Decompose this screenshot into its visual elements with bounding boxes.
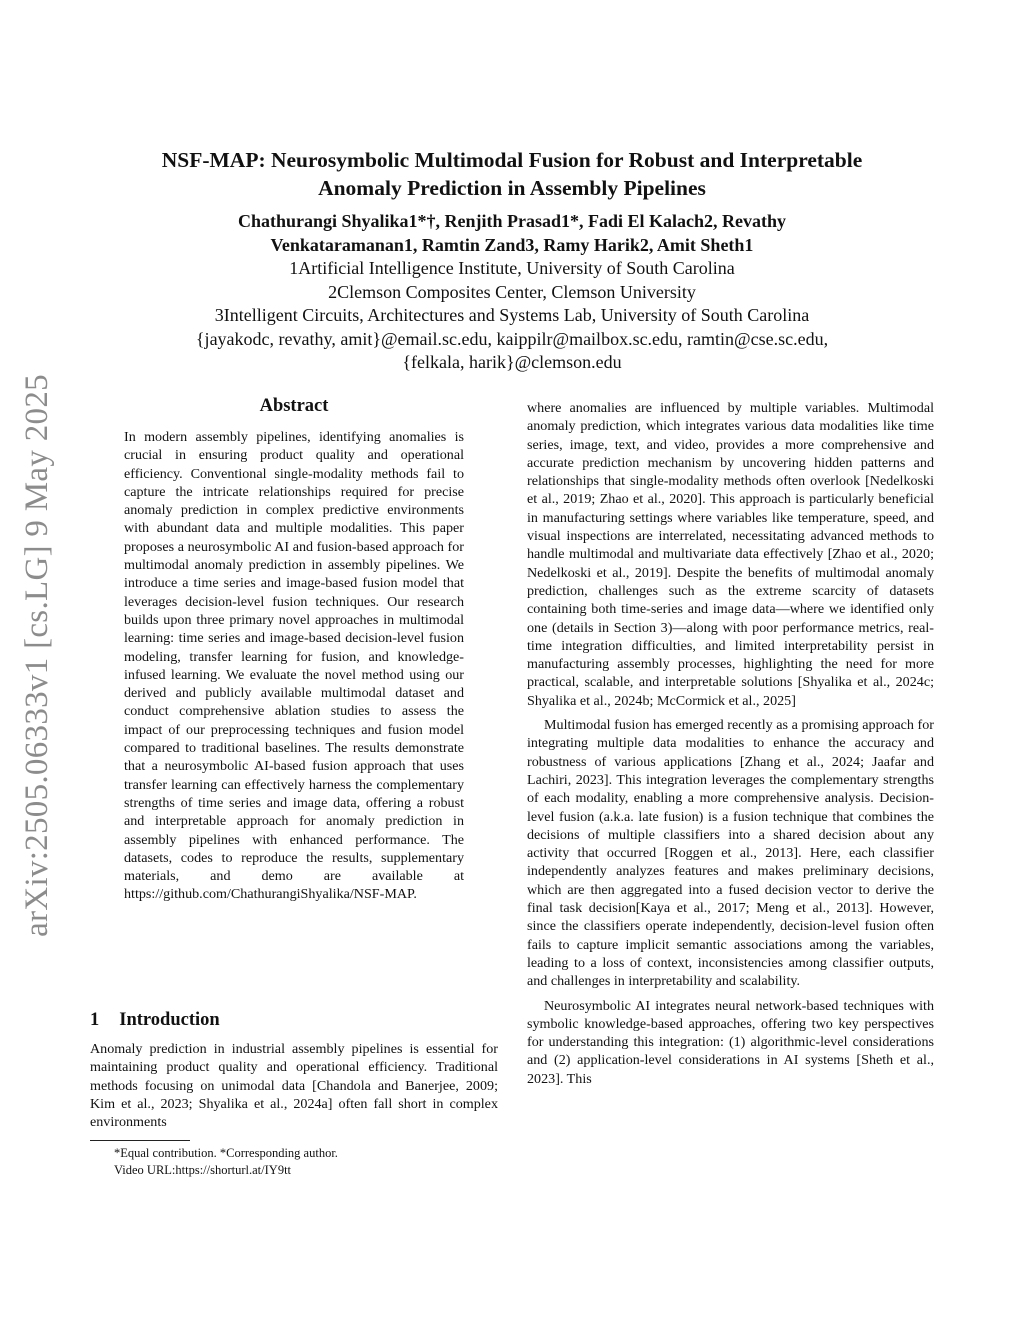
abstract-body	[124, 428, 464, 904]
section-heading-introduction	[90, 1010, 220, 1031]
title-line-1: NSF-MAP: Neurosymbolic Multimodal Fusion for Robust and Interpretable	[161, 148, 863, 172]
section-number: 1	[90, 1010, 100, 1030]
affiliation-1: 1Artificial Intelligence Institute, University of South Carolina	[289, 258, 735, 278]
arxiv-identifier-text: arXiv:2505.06333v1 [cs.LG] 9 May 2025	[18, 373, 55, 937]
intro-paragraph-3: Neurosymbolic AI integrates neural network-based techniques with symbolic knowledge-based approaches, offering two key perspectives for understanding this integration: (1) algorithmic-level considerations and (2) application-level considerations in AI systems [Sheth et al., 2023]. This	[527, 997, 934, 1087]
footnote-2: Video URL:https://shorturl.at/IY9tt	[114, 1162, 292, 1177]
intro-left-column	[90, 1040, 498, 1131]
intro-paragraph-1-cont: where anomalies are influenced by multiple variables. Multimodal anomaly prediction, which integrates various data modalities like time series, image, text, and video, provides a more comprehensive and accurate prediction mechanism by uncovering hidden patterns and relationships that single-modality methods often overlook [Nedelkoski et al., 2019; Zhao et al., 2020]. This approach is particularly beneficial in manufacturing settings where variables like temperature, speed, and visual inspections are interrelated, necessitating advanced methods to handle multimodal and multivariate data effectively [Zhao et al., 2020; Nedelkoski et al., 2019]. Despite the benefits of multimodal anomaly prediction, challenges such as the extreme scarcity of datasets containing both time-series and image data—where we identified only one (details in Section 3)—along with poor performance metrics, real-time integration difficulties, and limited interpretability persist in manufacturing assembly processes, highlighting the need for more practical, scalable, and interpretable solutions [Shyalika et al., 2024c; Shyalika et al., 2024b; McCormick et al., 2025]	[527, 400, 934, 709]
affiliation-3: 3Intelligent Circuits, Architectures and Systems Lab, University of South Carolina	[214, 305, 810, 325]
right-column	[527, 399, 934, 1088]
paper-title	[90, 146, 934, 202]
emails-line-2: {felkala, harik}@clemson.edu	[402, 352, 622, 372]
affiliations	[90, 257, 934, 375]
author-list	[90, 209, 934, 257]
authors-line-1: Chathurangi Shyalika1*†, Renjith Prasad1*, Fadi El Kalach2, Revathy	[237, 211, 787, 231]
title-line-2: Anomaly Prediction in Assembly Pipelines	[318, 176, 706, 200]
abstract-heading: Abstract	[259, 396, 329, 416]
intro-paragraph-2: Multimodal fusion has emerged recently as a promising approach for integrating multiple data modalities to enhance the accuracy and robustness of various applications [Zhang et al., 2024; Jaafar and Lachiri, 2023]. This integration leverages the complementary strengths of each modality, enabling a more comprehensive analysis. Decision-level fusion (a.k.a. late fusion) is a fusion technique that combines the decisions of multiple classifiers into a shared decision about any activity that occurred [Roggen et al., 2013]. Here, each classifier independently analyzes features and makes preliminary decisions, which are then aggregated into a fused decision vector to derive the final task decision[Kaya et al., 2017; Meng et al., 2013]. However, since the classifiers operate independently, decision-level fusion often fails to capture implicit semantic associations among the variables, leading to a loss of context, inconsistencies among classifier outputs, and challenges in interpretability and scalability.	[527, 717, 934, 990]
footnote-divider	[90, 1140, 190, 1141]
footnote-1: *Equal contribution. *Corresponding author.	[114, 1146, 338, 1160]
authors-line-2: Venkataramanan1, Ramtin Zand3, Ramy Harik2, Amit Sheth1	[270, 235, 754, 255]
footnotes	[114, 1145, 504, 1178]
abstract-text: In modern assembly pipelines, identifying anomalies is crucial in ensuring product quality and operational efficiency. Conventional single-modality methods fail to capture the intricate relationships required for precise anomaly prediction in complex predictive environments with abundant data and multiple modalities. This paper proposes a neurosymbolic AI and fusion-based approach for multimodal anomaly prediction in assembly pipelines. We introduce a time series and image-based fusion model that leverages decision-level fusion techniques. Our research builds upon three primary novel approaches in multimodal learning: time series and image-based decision-level fusion modeling, transfer learning for fusion, and knowledge-infused learning. We evaluate the novel method using our derived and publicly available multimodal dataset and conduct comprehensive ablation studies to assess the impact of our preprocessing techniques and fusion model compared to traditional baselines. The results demonstrate that a neurosymbolic AI-based fusion approach that uses transfer learning can effectively harness the complementary strengths of time series and image data, offering a robust and interpretable approach for anomaly prediction in assembly pipelines with enhanced performance. The datasets, codes to reproduce the results, supplementary materials, and demo are available at https://github.com/ChathurangiShyalika/NSF-MAP.	[124, 429, 464, 903]
affiliation-2: 2Clemson Composites Center, Clemson University	[328, 281, 696, 302]
section-title: Introduction	[119, 1010, 220, 1030]
intro-paragraph-1: Anomaly prediction in industrial assembly pipelines is essential for maintaining product quality and operational efficiency. Traditional methods focusing on unimodal data [Chandola and Banerjee, 2009; Kim et al., 2023; Shyalika et al., 2024a] often fall short in complex environments	[90, 1041, 498, 1131]
emails-line-1: {jayakodc, revathy, amit}@email.sc.edu, kaippilr@mailbox.sc.edu, ramtin@cse.sc.edu,	[195, 328, 829, 349]
arxiv-identifier	[12, 350, 62, 960]
